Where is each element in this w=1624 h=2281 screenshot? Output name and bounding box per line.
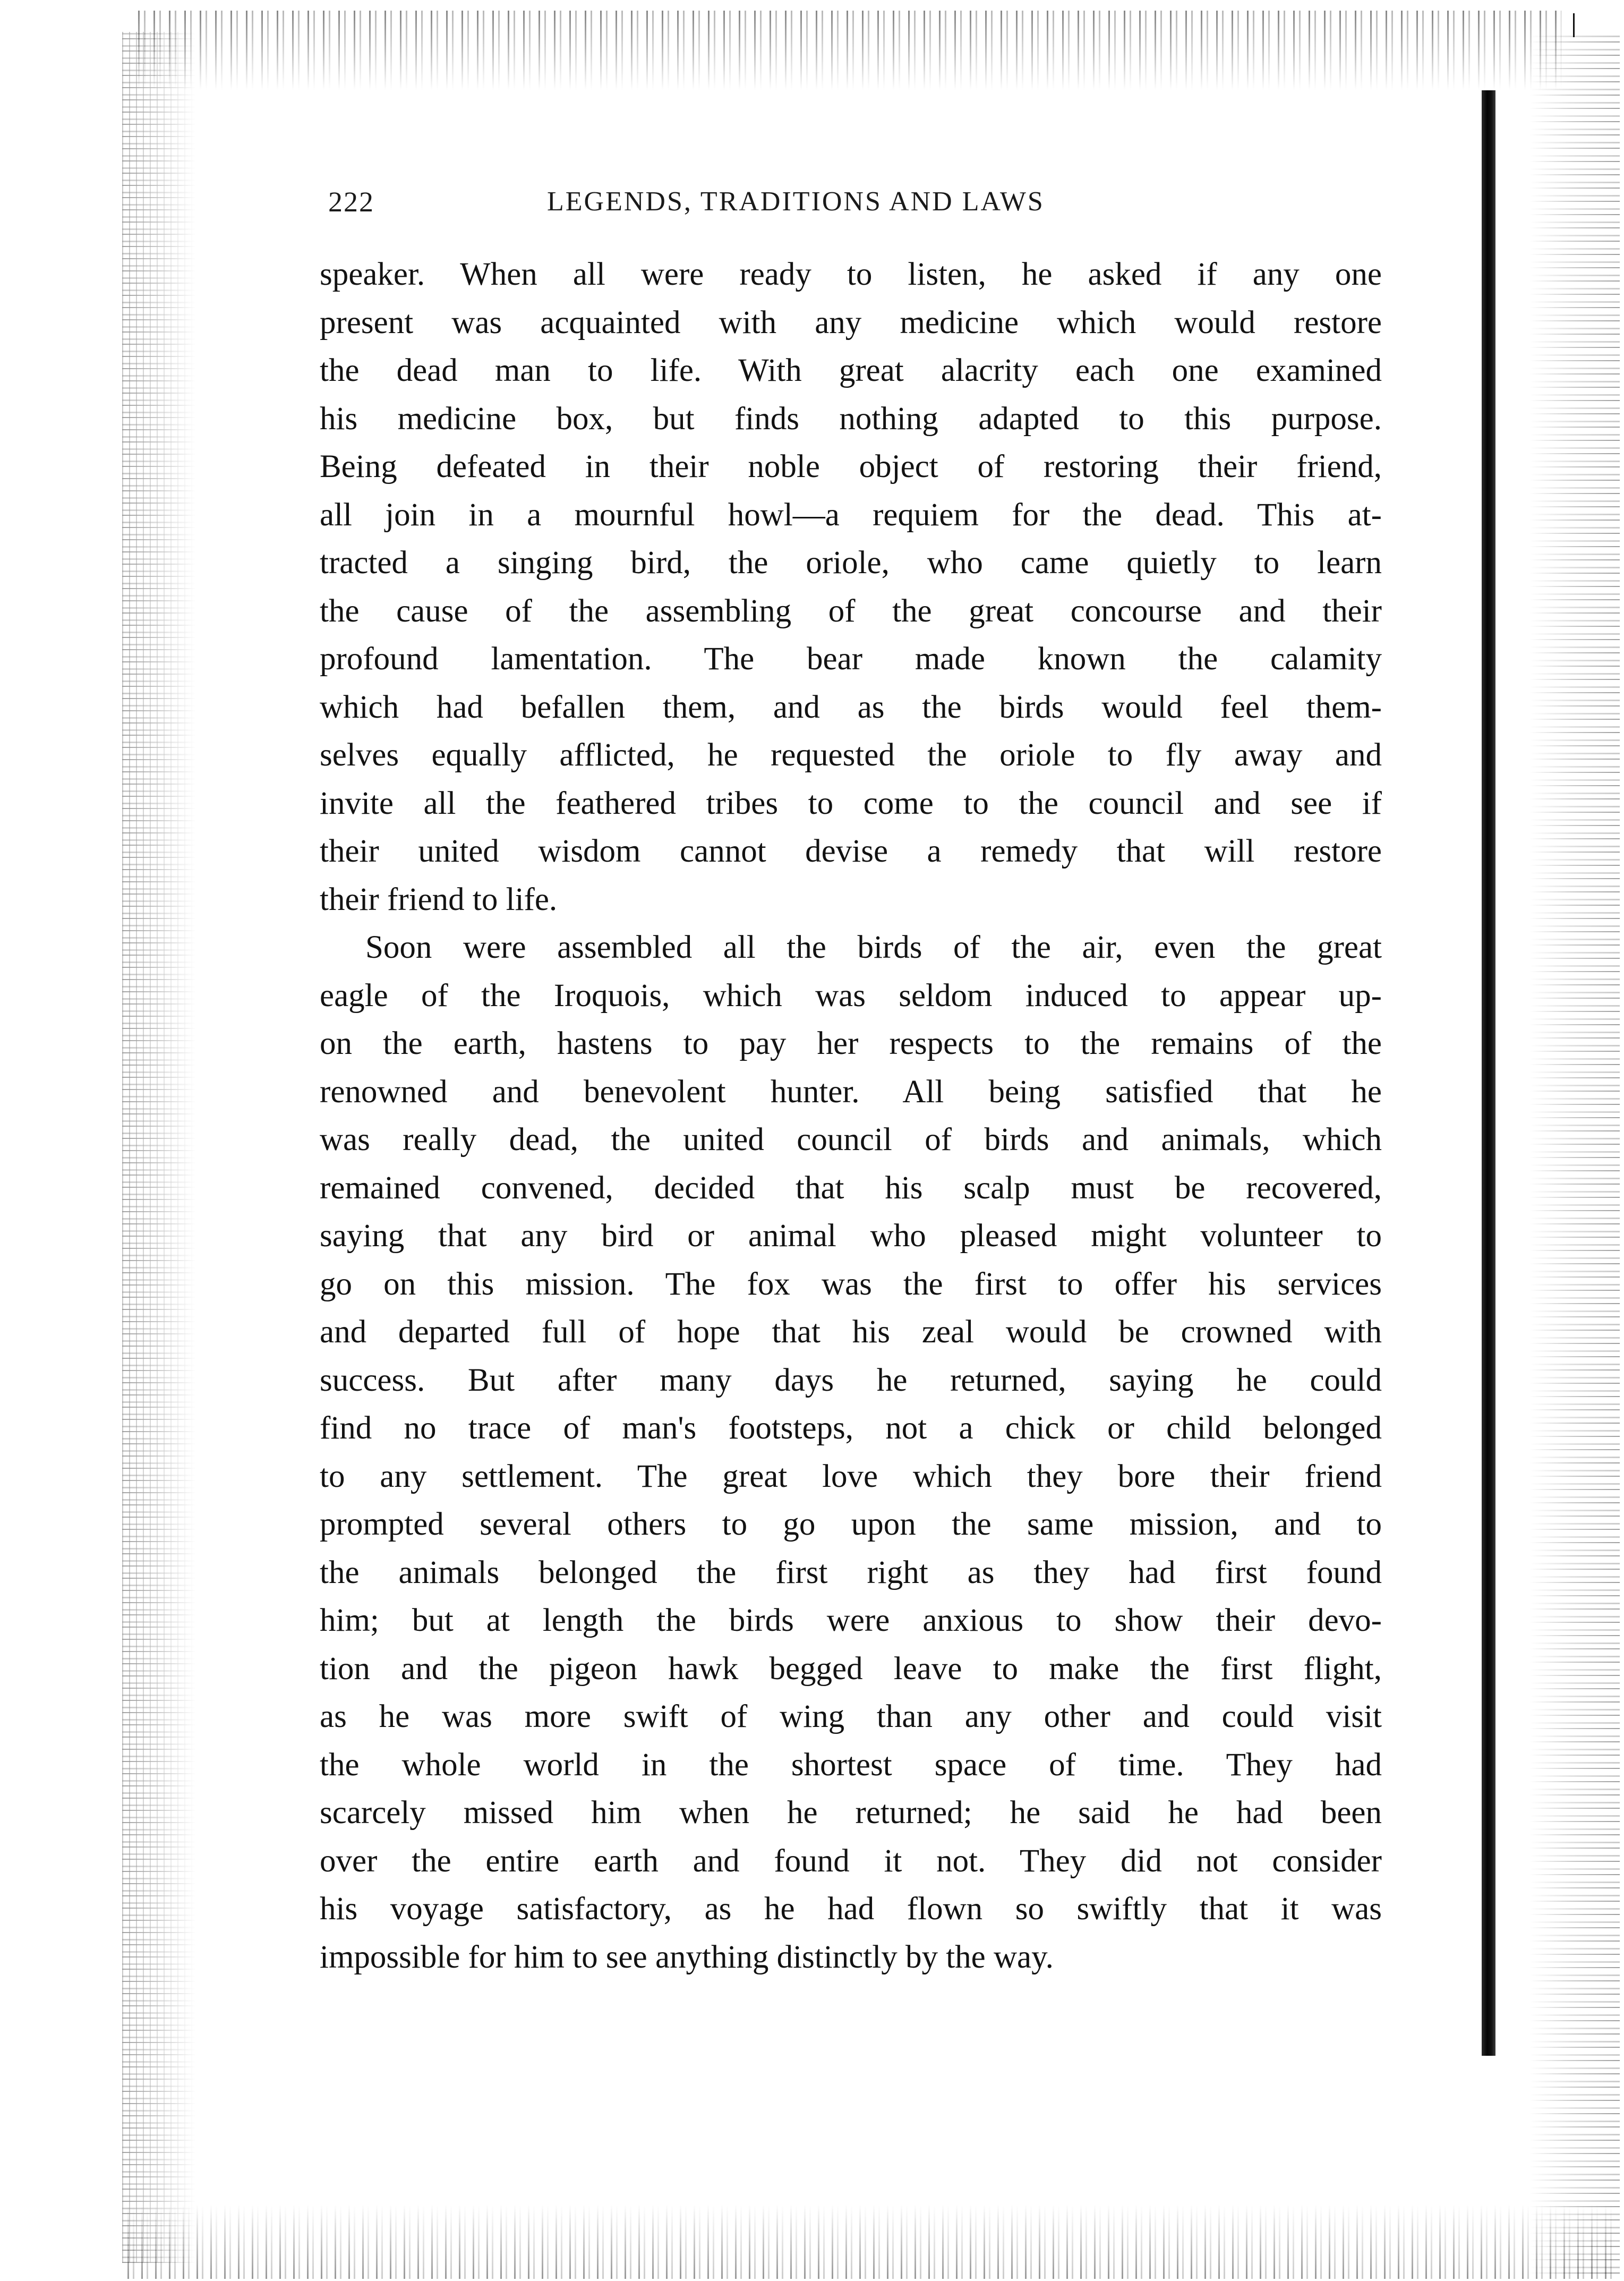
- page-edge-mark: [1573, 13, 1575, 37]
- text-line: over the entire earth and found it not. They did not consider: [320, 1843, 1382, 1879]
- text-line: prompted several others to go upon the same mission, and to: [320, 1507, 1382, 1542]
- text-line: invite all the feathered tribes to come to the council and see if: [320, 785, 1382, 821]
- text-line: Soon were assembled all the birds of the air, even the great: [365, 930, 1382, 965]
- text-line: selves equally afflicted, he requested the oriole to fly away and: [320, 737, 1382, 773]
- text-line: go on this mission. The fox was the first to offer his services: [320, 1266, 1382, 1302]
- text-line: success. But after many days he returned, saying he could: [320, 1362, 1382, 1398]
- text-line: on the earth, hastens to pay her respects to the remains of the: [320, 1026, 1382, 1061]
- text-line: profound lamentation. The bear made known the calamity: [320, 641, 1382, 677]
- running-head: [328, 181, 1380, 223]
- text-line: tracted a singing bird, the oriole, who came quietly to learn: [320, 545, 1382, 581]
- text-line: the whole world in the shortest space of time. They had: [320, 1747, 1382, 1783]
- scan-noise-left: [122, 32, 196, 2263]
- text-line: their united wisdom cannot devise a remedy that will restore: [320, 833, 1382, 869]
- text-line: eagle of the Iroquois, which was seldom induced to appear up-: [320, 977, 1382, 1014]
- text-line: present was acquainted with any medicine which would restore: [320, 304, 1382, 341]
- text-line: scarcely missed him when he returned; he said he had been: [320, 1795, 1382, 1831]
- scan-noise-top: [138, 11, 1561, 90]
- text-line: renowned and benevolent hunter. All being satisfied that he: [320, 1074, 1382, 1110]
- text-line: his voyage satisfactory, as he had flown so swiftly that it was: [320, 1891, 1382, 1927]
- text-line: and departed full of hope that his zeal would be crowned with: [320, 1314, 1382, 1350]
- text-line: to any settlement. The great love which they bore their friend: [320, 1458, 1382, 1494]
- text-line: Being defeated in their noble object of restoring their friend,: [320, 449, 1382, 484]
- text-line: his medicine box, but finds nothing adapted to this purpose.: [320, 401, 1382, 437]
- text-line: the cause of the assembling of the great concourse and their: [320, 593, 1382, 629]
- text-line: impossible for him to see anything distinctly by the way.: [320, 1939, 1054, 1975]
- running-title: LEGENDS, TRADITIONS AND LAWS: [547, 186, 1045, 217]
- text-line: speaker. When all were ready to listen, he asked if any one: [320, 257, 1382, 292]
- text-line: saying that any bird or animal who pleased might volunteer to: [320, 1218, 1382, 1254]
- text-line: their friend to life.: [320, 881, 558, 917]
- text-line: the dead man to life. With great alacrity each one examined: [320, 353, 1382, 388]
- text-line: all join in a mournful howl—a requiem for the dead. This at-: [320, 497, 1382, 533]
- page-number: 222: [328, 186, 374, 218]
- scan-noise-bottom: [127, 2205, 1614, 2279]
- paragraph-2: [320, 924, 1382, 1981]
- binding-gutter-shadow: [1482, 90, 1495, 2056]
- text-line: the animals belonged the first right as they had first found: [320, 1554, 1382, 1590]
- text-line: find no trace of man's footsteps, not a chick or child belonged: [320, 1410, 1382, 1446]
- body-text: [320, 251, 1382, 1981]
- text-line: him; but at length the birds were anxious to show their devo-: [320, 1603, 1382, 1638]
- text-line: was really dead, the united council of birds and animals, which: [320, 1122, 1382, 1157]
- text-line: as he was more swift of wing than any other and could visit: [320, 1699, 1382, 1734]
- paragraph-1: [320, 251, 1382, 924]
- text-line: remained convened, decided that his scalp must be recovered,: [320, 1170, 1382, 1206]
- text-line: which had befallen them, and as the birds would feel them-: [320, 689, 1382, 725]
- text-line: tion and the pigeon hawk begged leave to make the first flight,: [320, 1650, 1382, 1687]
- scan-noise-right: [1529, 32, 1620, 2274]
